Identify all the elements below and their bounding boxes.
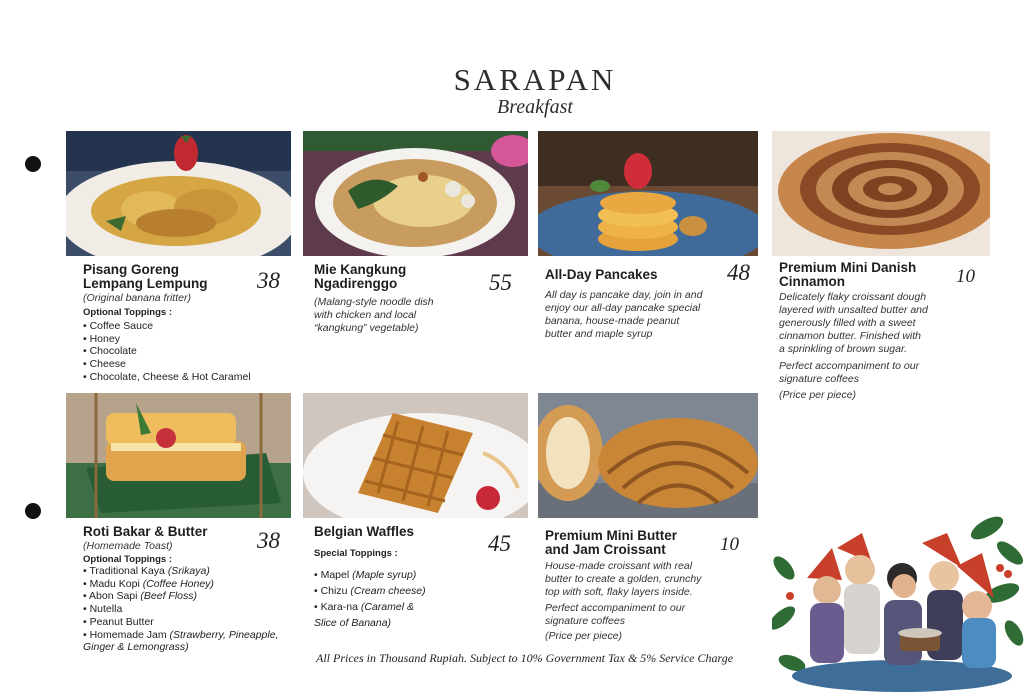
croissant-photo <box>538 393 758 518</box>
item-note-danish-cinnamon: Perfect accompaniment to our signature coffees <box>779 360 920 385</box>
option-item: • Kara-na (Caramel & Slice of Banana) <box>314 599 426 631</box>
item-name-danish-cinnamon: Premium Mini Danish Cinnamon <box>779 260 917 289</box>
option-item: • Abon Sapi (Beef Floss) <box>83 590 278 603</box>
item-name-roti-bakar: Roti Bakar & Butter <box>83 524 208 539</box>
item-name-mie-kangkung: Mie Kangkung Ngadirenggo <box>314 262 407 291</box>
option-item: • Nutella <box>83 603 278 616</box>
item-desc-pancakes: All day is pancake day, join in and enjoy our all-day pancake special banana, house-made peanut butter and maple syrup <box>545 289 703 340</box>
item-price-croissant: 10 <box>720 534 739 555</box>
item-per-piece-croissant: (Price per piece) <box>545 630 623 642</box>
item-price-pancakes: 48 <box>727 260 750 285</box>
options-title-pisang-goreng: Optional Toppings : <box>83 307 173 318</box>
option-item: • Cheese <box>83 358 251 371</box>
pancakes-photo <box>538 131 758 256</box>
coffee-drinkers-illustration <box>772 508 1024 694</box>
option-item: • Homemade Jam (Strawberry, Pineapple, Ginger & Lemongrass) <box>83 629 278 654</box>
waffles-photo <box>303 393 528 518</box>
item-price-pisang-goreng: 38 <box>257 268 280 293</box>
mie-kangkung-photo <box>303 131 528 256</box>
options-list-roti-bakar <box>83 565 278 654</box>
option-item: • Chocolate <box>83 345 251 358</box>
item-desc-pisang-goreng: (Original banana fritter) <box>83 292 191 304</box>
option-item: • Mapel (Maple syrup) <box>314 567 426 583</box>
option-item: • Peanut Butter <box>83 616 278 629</box>
item-name-pancakes: All-Day Pancakes <box>545 267 658 282</box>
roti-bakar-photo <box>66 393 291 518</box>
options-title-roti-bakar: Optional Toppings : <box>83 554 173 565</box>
option-item: • Coffee Sauce <box>83 320 251 333</box>
menu-title: SARAPAN <box>453 62 617 97</box>
binder-hole-bottom <box>25 503 41 519</box>
item-price-roti-bakar: 38 <box>257 528 280 553</box>
item-price-belgian-waffles: 45 <box>488 531 511 556</box>
item-price-danish-cinnamon: 10 <box>956 266 975 287</box>
option-item: • Chocolate, Cheese & Hot Caramel <box>83 371 251 384</box>
option-item: • Honey <box>83 333 251 346</box>
item-price-mie-kangkung: 55 <box>489 270 512 295</box>
option-item: • Traditional Kaya (Srikaya) <box>83 565 278 578</box>
pisang-goreng-photo <box>66 131 291 256</box>
item-per-piece-danish-cinnamon: (Price per piece) <box>779 389 857 401</box>
item-note-croissant: Perfect accompaniment to our signature coffees <box>545 602 686 627</box>
danish-cinnamon-photo <box>772 131 990 256</box>
item-name-croissant: Premium Mini Butter and Jam Croissant <box>545 528 678 557</box>
item-desc-roti-bakar: (Homemade Toast) <box>83 540 173 552</box>
options-list-belgian-waffles <box>314 567 426 631</box>
binder-hole-top <box>25 156 41 172</box>
price-disclaimer: All Prices in Thousand Rupiah. Subject to 10% Government Tax & 5% Service Charge <box>316 651 734 665</box>
option-item: • Madu Kopi (Coffee Honey) <box>83 578 278 591</box>
item-desc-mie-kangkung: (Malang-style noodle dish with chicken and local “kangkung” vegetable) <box>314 296 434 334</box>
menu-subtitle: Breakfast <box>497 96 573 118</box>
item-desc-danish-cinnamon: Delicately flaky croissant dough layered with unsalted butter and generously filled with a sweet cinnamon butter. Finished with a sprinkling of brown sugar. <box>779 291 928 355</box>
item-name-pisang-goreng: Pisang Goreng Lempang Lempung <box>83 262 208 291</box>
options-list-pisang-goreng <box>83 320 251 384</box>
item-name-belgian-waffles: Belgian Waffles <box>314 524 415 539</box>
item-desc-croissant: House-made croissant with real butter to create a golden, crunchy top with soft, flaky layers inside. <box>545 560 702 598</box>
options-title-belgian-waffles: Special Toppings : <box>314 548 398 559</box>
option-item: • Chizu (Cream cheese) <box>314 583 426 599</box>
